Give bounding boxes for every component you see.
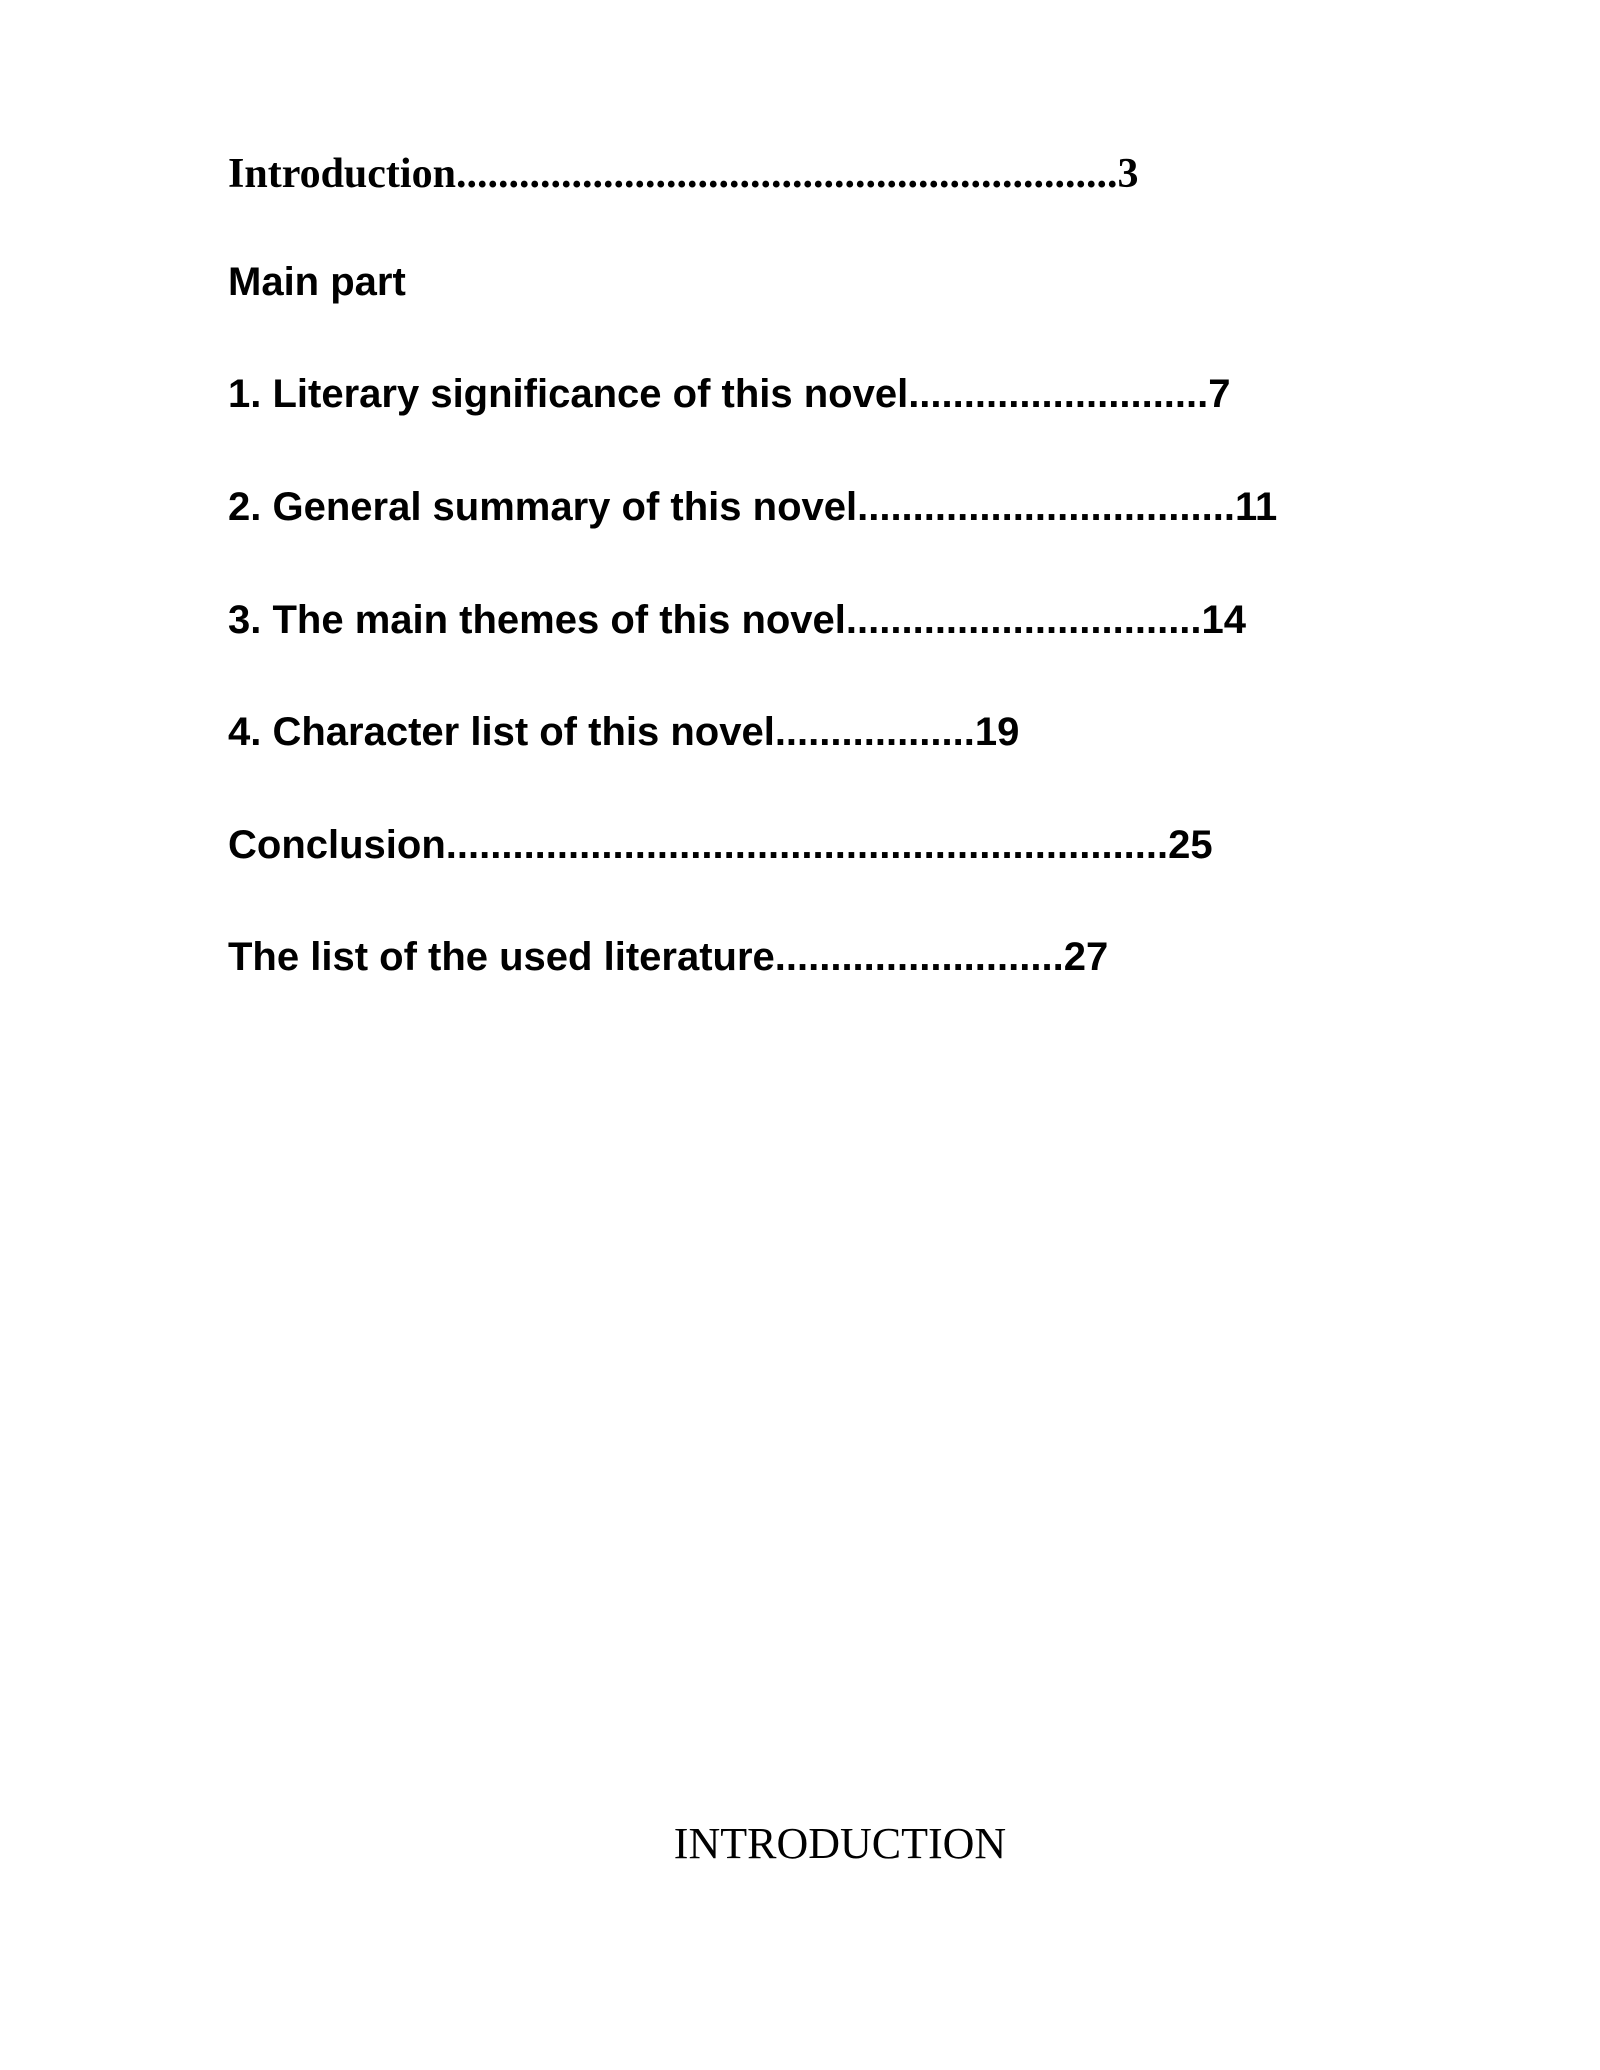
toc-heading-main-part: Main part: [228, 260, 406, 304]
toc-entry-general-summary: 2. General summary of this novel..................................11: [228, 485, 1278, 529]
toc-entry-character-list: 4. Character list of this novel..................19: [228, 710, 1020, 754]
toc-entry-literary-significance: 1. Literary significance of this novel...........................7: [228, 372, 1231, 416]
section-heading-introduction: INTRODUCTION: [673, 1819, 1007, 1868]
toc-entry-main-themes: 3. The main themes of this novel................................14: [228, 598, 1247, 642]
toc-entry-introduction: Introduction...............................................................3: [228, 151, 1139, 197]
toc-entry-used-literature: The list of the used literature..........................27: [228, 935, 1109, 979]
toc-entry-conclusion: Conclusion.................................................................25: [228, 823, 1213, 867]
